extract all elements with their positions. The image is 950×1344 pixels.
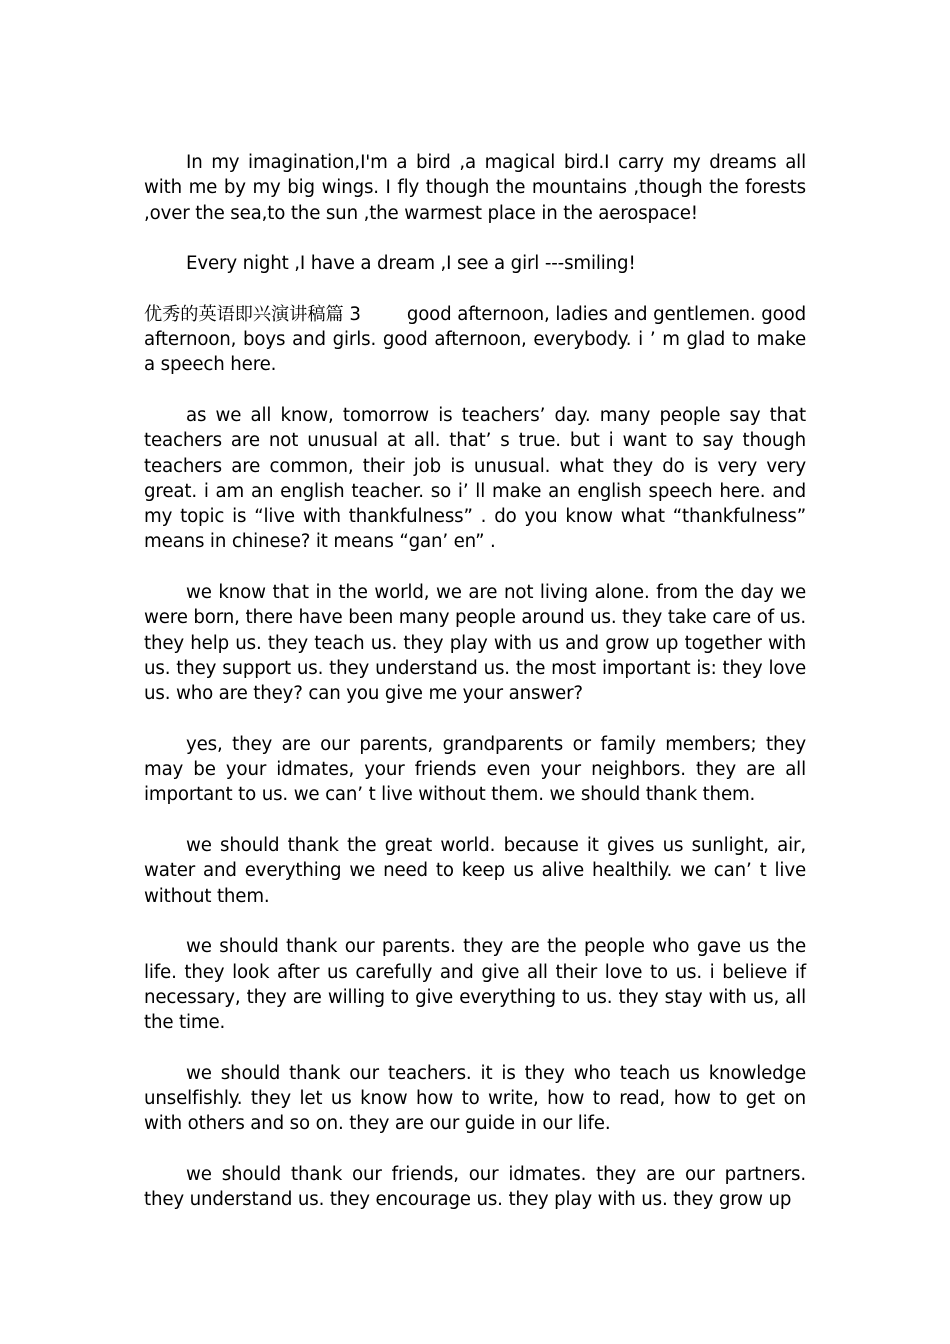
paragraph-thank-parents: we should thank our parents. they are the people who gave us the life. they look after us carefully and give all their love to us. i believe if necessary, they are willing to give everything to us. they stay with us, all the time.	[144, 936, 806, 1034]
section-heading: 优秀的英语即兴演讲稿篇 3	[144, 303, 361, 325]
paragraph-thank-teachers: we should thank our teachers. it is they who teach us knowledge unselfishly. they let us know how to write, how to read, how to get on with others and so on. they are our guide in our life.	[144, 1062, 806, 1135]
paragraph-imagination: In my imagination,I'm a bird ,a magical bird.I carry my dreams all with me by my big wings. I fly though the mountains ,though the forests ,over the sea,to the sun ,the warmest place in the aerospace!	[144, 152, 806, 224]
paragraph-thank-friends: we should thank our friends, our idmates. they are our partners. they understand us. they encourage us. they play with us. they grow up	[144, 1163, 806, 1211]
paragraph-parents-family: yes, they are our parents, grandparents or family members; they may be your idmates, your friends even your neighbors. they are all important to us. we can’ t live without them. we should thank them.	[144, 733, 806, 806]
paragraph-speech-opening	[144, 302, 806, 378]
document-page	[144, 150, 806, 1212]
paragraph-not-alone: we know that in the world, we are not living alone. from the day we were born, there have been many people around us. they take care of us. they help us. they teach us. they play with us and grow up together with us. they support us. they understand us. the most important is: they love us. who are they? can you give me your answer?	[144, 582, 806, 705]
paragraph-teachers-day: as we all know, tomorrow is teachers’ day. many people say that teachers are not unusual at all. that’ s true. but i want to say though teachers are common, their job is unusual. what they do is very very great. i am an english teacher. so i’ ll make an english speech here. and my topic is “live with thankfulness” . do you know what “thankfulness” means in chinese? it means “gan’ en” .	[144, 404, 806, 553]
paragraph-speech-opening-text: good afternoon, ladies and gentlemen. good afternoon, boys and girls. good afternoon, everybody. i ’ m glad to make a speech here.	[144, 303, 807, 376]
paragraph-every-night: Every night ,I have a dream ,I see a girl ---smiling!	[186, 253, 636, 275]
paragraph-thank-world: we should thank the great world. because it gives us sunlight, air, water and everything we need to keep us alive healthily. we can’ t live without them.	[144, 835, 806, 907]
